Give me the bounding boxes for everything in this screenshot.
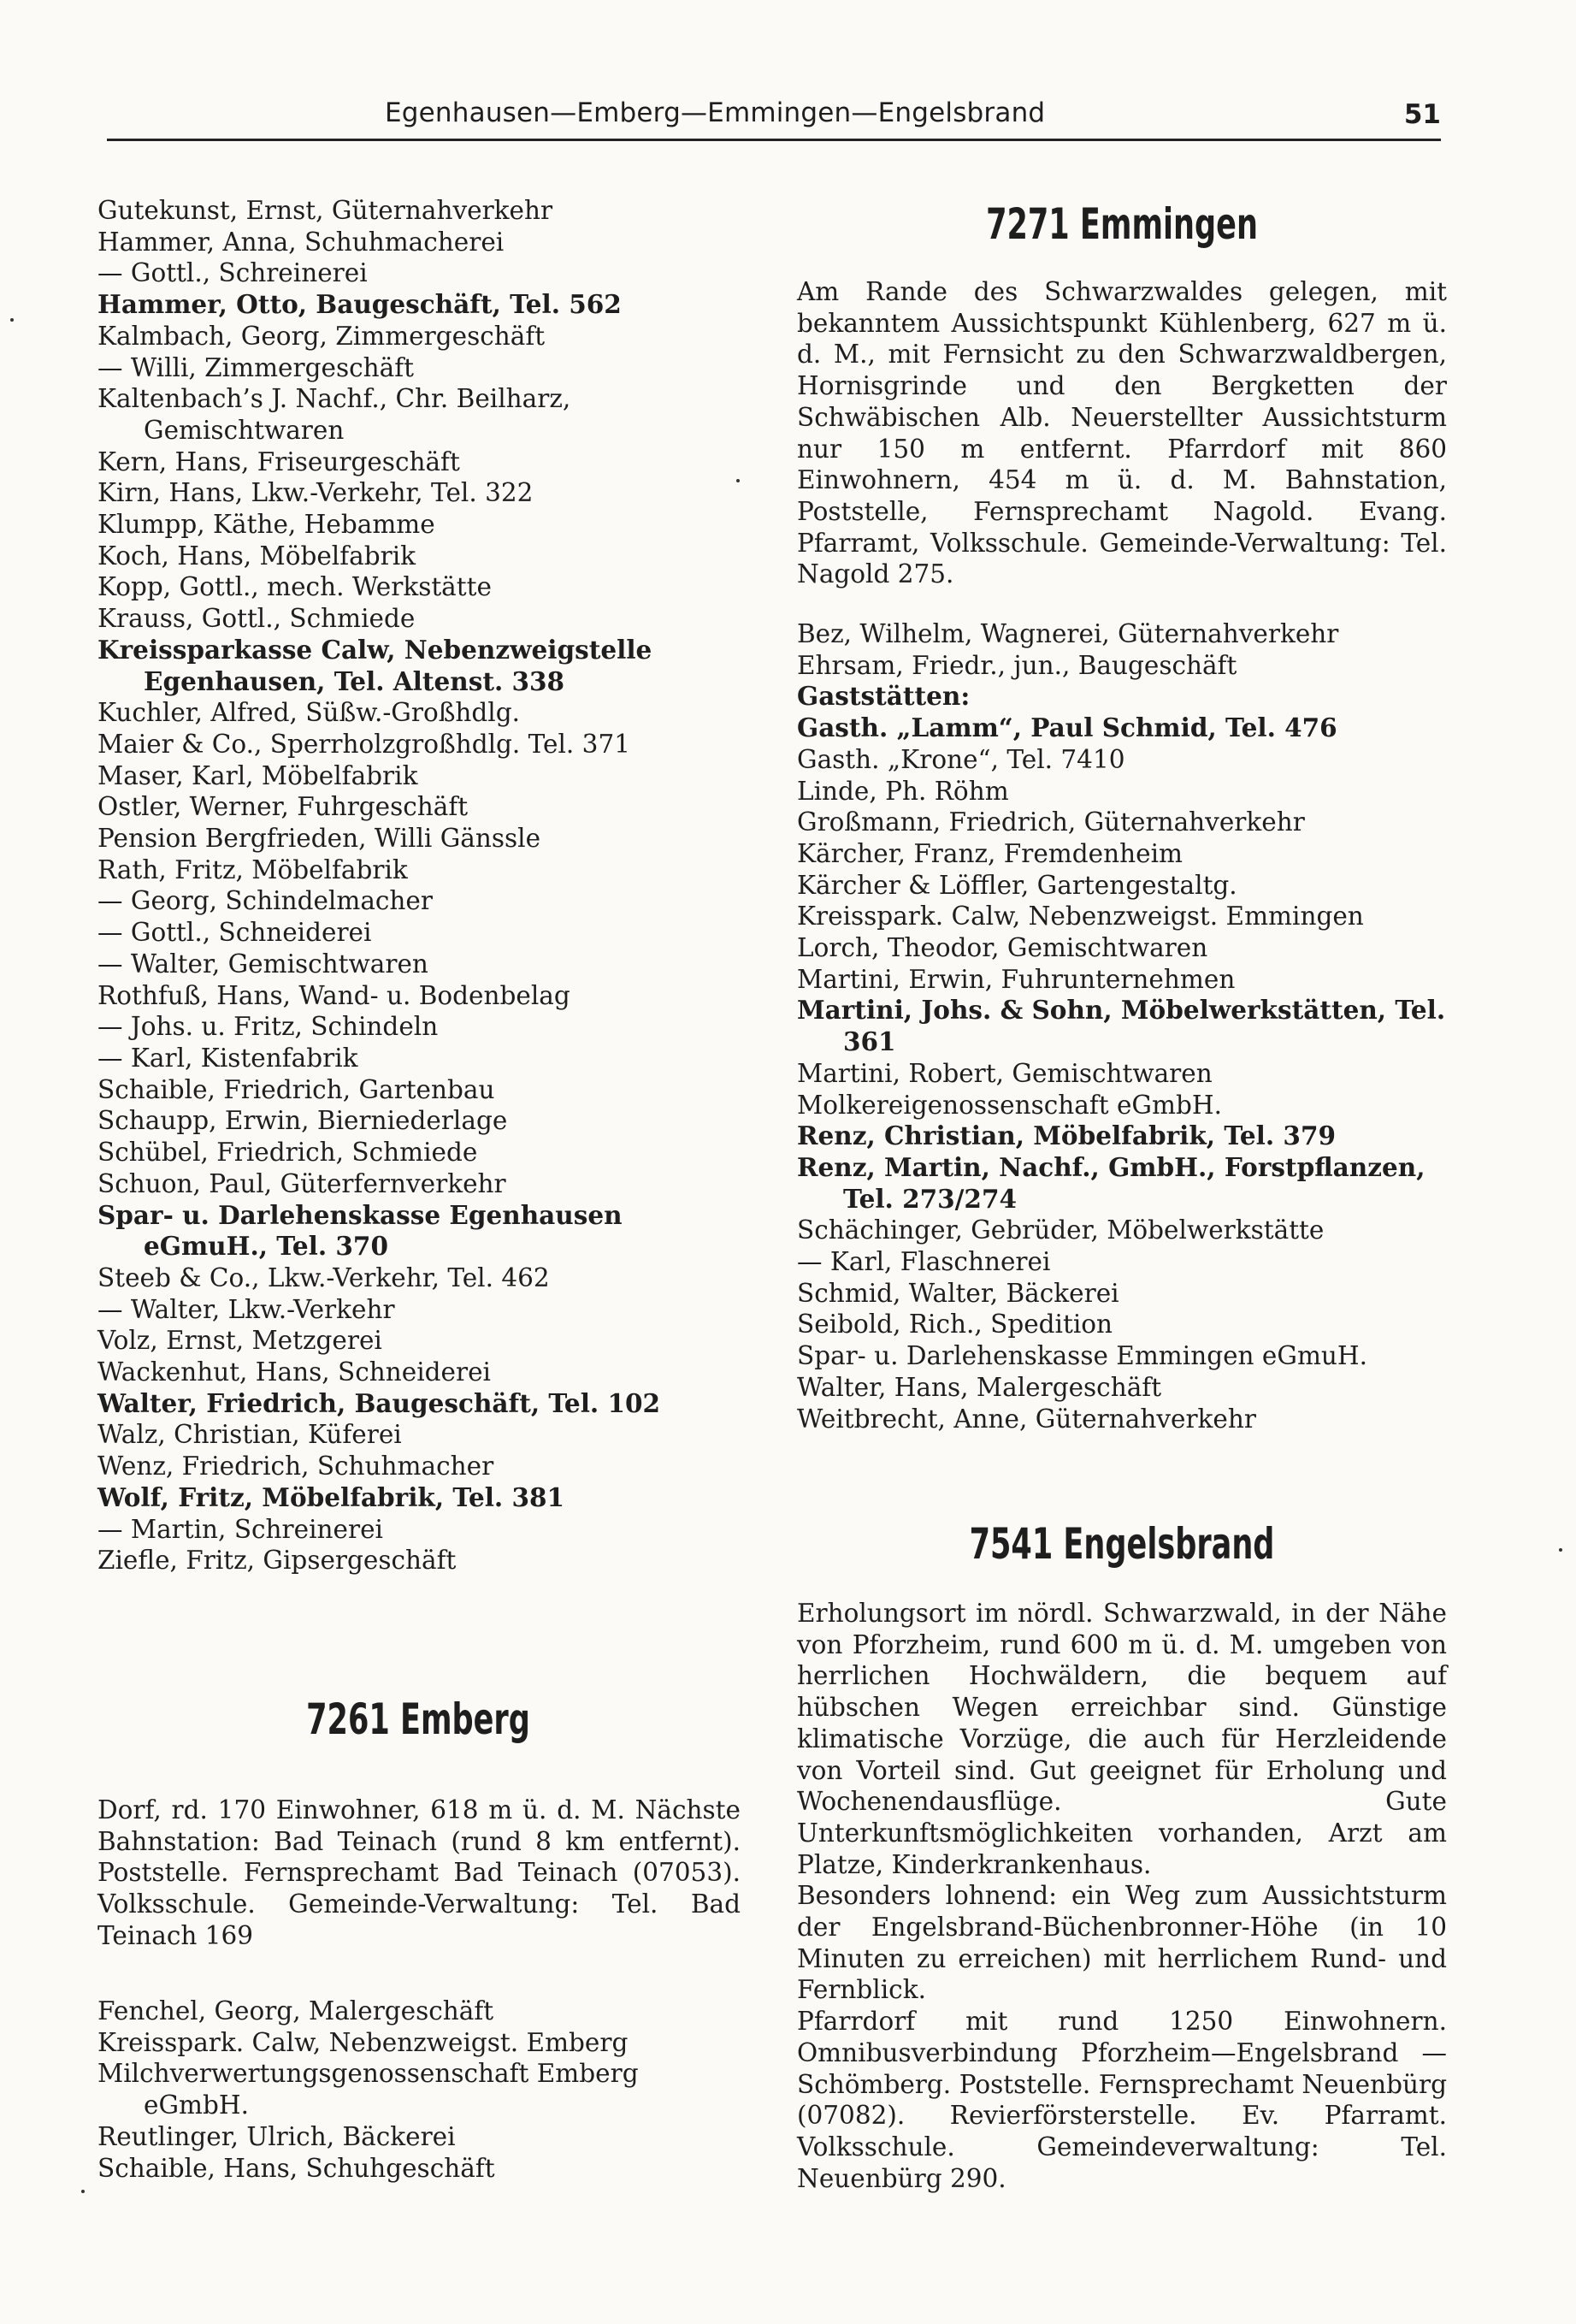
directory-entry: Kern, Hans, Friseurgeschäft xyxy=(97,446,460,476)
header-title: Egenhausen—Emberg—Emmingen—Engelsbrand xyxy=(385,98,1046,128)
engelsbrand-paragraph-3: Pfarrdorf mit rund 1250 Einwohnern. Omnibusverbindung Pforzheim—Engelsbrand —Schömberg. Poststelle. Fernsprechamt Neuenbürg (07082). Revierförsterstelle. Ev. Pfarramt. Volksschule. Gemeindeverwaltung: Tel. Neuenbürg 290. xyxy=(797,2007,1447,2193)
emmingen-directory-list xyxy=(797,618,1447,1434)
directory-entry: Pension Bergfrieden, Willi Gänssle xyxy=(97,824,541,854)
directory-entry: Schächinger, Gebrüder, Möbelwerkstätte xyxy=(797,1215,1325,1245)
directory-entry: — Willi, Zimmergeschäft xyxy=(97,352,414,382)
running-header xyxy=(107,96,1441,141)
directory-entry: Fenchel, Georg, Malergeschäft xyxy=(97,1996,494,2025)
engelsbrand-section-title-wrap xyxy=(797,1518,1447,1570)
emmingen-section-title-wrap xyxy=(797,198,1447,250)
emberg-description: Dorf, rd. 170 Einwohner, 618 m ü. d. M. Nächste Bahnstation: Bad Teinach (rund 8 km entfernt). Poststelle. Fernsprechamt Bad Teinach (07053). Volksschule. Gemeinde-Verwaltung: Tel. Bad Teinach 169 xyxy=(97,1795,741,1950)
directory-entry: Schaible, Hans, Schuhgeschäft xyxy=(97,2153,495,2183)
directory-entry: Seibold, Rich., Spedition xyxy=(797,1310,1113,1339)
directory-entry: Lorch, Theodor, Gemischtwaren xyxy=(797,933,1208,963)
scan-speck xyxy=(81,2190,85,2193)
directory-entry: Spar- u. Darlehenskasse Emmingen eGmuH. xyxy=(797,1341,1368,1371)
directory-entry: Renz, Martin, Nachf., GmbH., Forstpflanzen, Tel. 273/274 xyxy=(797,1151,1425,1214)
directory-entry: Ehrsam, Friedr., jun., Baugeschäft xyxy=(797,650,1237,680)
directory-entry: Milchverwertungsgenossenschaft Emberg eGmbH. xyxy=(97,2059,639,2120)
directory-entry: Martini, Erwin, Fuhrunternehmen xyxy=(797,964,1236,994)
directory-entry: Ziefle, Fritz, Gipsergeschäft xyxy=(97,1546,457,1576)
engelsbrand-description-wrap xyxy=(797,1598,1447,2194)
directory-entry: Spar- u. Darlehenskasse Egenhausen eGmuH., Tel. 370 xyxy=(97,1199,623,1262)
directory-entry: Kärcher & Löffler, Gartengestaltg. xyxy=(797,870,1237,900)
directory-entry: Kreisspark. Calw, Nebenzweigst. Emberg xyxy=(97,2027,629,2057)
egenhausen-directory-list xyxy=(97,195,739,1576)
directory-entry: Steeb & Co., Lkw.-Verkehr, Tel. 462 xyxy=(97,1263,550,1292)
directory-entry: Schmid, Walter, Bäckerei xyxy=(797,1278,1119,1308)
directory-entry: Reutlinger, Ulrich, Bäckerei xyxy=(97,2121,456,2151)
egenhausen-entries xyxy=(97,195,739,1576)
emmingen-description-wrap xyxy=(797,276,1447,590)
directory-entry: Rothfuß, Hans, Wand- u. Bodenbelag xyxy=(97,980,570,1010)
directory-entry: — Martin, Schreinerei xyxy=(97,1514,383,1544)
scan-speck xyxy=(10,318,14,322)
directory-entry: — Gottl., Schreinerei xyxy=(97,258,368,288)
scan-speck xyxy=(1559,1548,1562,1552)
directory-entry: Walter, Friedrich, Baugeschäft, Tel. 102 xyxy=(97,1387,661,1418)
emmingen-entries xyxy=(797,618,1447,1434)
scan-speck xyxy=(736,479,740,482)
engelsbrand-section-title: 7541 Engelsbrand xyxy=(969,1519,1275,1569)
directory-entry: Schuon, Paul, Güterfernverkehr xyxy=(97,1168,506,1198)
emberg-section-title-wrap xyxy=(97,1694,739,1745)
emberg-entries xyxy=(97,1996,739,2184)
directory-entry: Bez, Wilhelm, Wagnerei, Güternahverkehr xyxy=(797,619,1339,648)
directory-entry: Rath, Fritz, Möbelfabrik xyxy=(97,854,408,884)
emberg-directory-list xyxy=(97,1996,739,2184)
directory-entry: Kreisspark. Calw, Nebenzweigst. Emmingen xyxy=(797,902,1364,931)
directory-entry: — Walter, Lkw.-Verkehr xyxy=(97,1294,395,1324)
directory-entry: Schübel, Friedrich, Schmiede xyxy=(97,1138,478,1168)
directory-entry: Gasth. „Lamm“, Paul Schmid, Tel. 476 xyxy=(797,713,1337,743)
directory-entry: Walz, Christian, Küferei xyxy=(97,1420,402,1450)
directory-entry: Kuchler, Alfred, Süßw.-Großhdlg. xyxy=(97,698,520,728)
directory-entry: Krauss, Gottl., Schmiede xyxy=(97,604,416,634)
directory-entry: Gasth. „Krone“, Tel. 7410 xyxy=(797,744,1125,774)
directory-entry: Klumpp, Käthe, Hebamme xyxy=(97,510,435,540)
directory-entry: Martini, Johs. & Sohn, Möbelwerkstätten, Tel. 361 xyxy=(797,995,1446,1057)
directory-entry: Renz, Christian, Möbelfabrik, Tel. 379 xyxy=(797,1121,1337,1151)
directory-entry: Wackenhut, Hans, Schneiderei xyxy=(97,1357,491,1387)
emberg-description-wrap xyxy=(97,1795,741,1952)
emberg-section-title: 7261 Emberg xyxy=(306,1694,530,1744)
directory-entry: Maier & Co., Sperrholzgroßhdlg. Tel. 371 xyxy=(97,729,630,759)
directory-entry: Walter, Hans, Malergeschäft xyxy=(797,1372,1162,1402)
directory-entry: — Walter, Gemischtwaren xyxy=(97,949,428,979)
directory-entry: Maser, Karl, Möbelfabrik xyxy=(97,760,418,790)
directory-entry: — Johs. u. Fritz, Schindeln xyxy=(97,1012,439,1042)
emmingen-section-title: 7271 Emmingen xyxy=(986,199,1258,249)
directory-entry: Volz, Ernst, Metzgerei xyxy=(97,1326,382,1356)
directory-entry: Koch, Hans, Möbelfabrik xyxy=(97,541,416,571)
directory-entry: Kalmbach, Georg, Zimmergeschäft xyxy=(97,321,546,351)
directory-entry: Schaible, Friedrich, Gartenbau xyxy=(97,1074,495,1104)
directory-entry: Schaupp, Erwin, Bierniederlage xyxy=(97,1106,508,1136)
directory-entry: Hammer, Otto, Baugeschäft, Tel. 562 xyxy=(97,289,622,320)
directory-entry: Wenz, Friedrich, Schuhmacher xyxy=(97,1452,494,1481)
directory-entry: — Karl, Flaschnerei xyxy=(797,1247,1051,1277)
directory-entry: Kopp, Gottl., mech. Werkstätte xyxy=(97,572,492,602)
directory-entry: Gutekunst, Ernst, Güternahverkehr xyxy=(97,196,553,225)
directory-entry: Großmann, Friedrich, Güternahverkehr xyxy=(797,807,1305,837)
directory-entry: Kreissparkasse Calw, Nebenzweigstelle Egenhausen, Tel. Altenst. 338 xyxy=(97,634,652,696)
directory-entry: Gaststätten: xyxy=(797,681,971,712)
directory-entry: — Georg, Schindelmacher xyxy=(97,886,433,916)
directory-entry: Kaltenbach’s J. Nachf., Chr. Beilharz, Gemischtwaren xyxy=(97,384,571,445)
directory-entry: Kirn, Hans, Lkw.-Verkehr, Tel. 322 xyxy=(97,478,534,508)
engelsbrand-paragraph-2: Besonders lohnend: ein Weg zum Aussichtsturm der Engelsbrand-Büchenbronner-Höhe (in 10 Minuten zu erreichen) mit herrlichem Rund- und Fernblick. xyxy=(797,1881,1447,2005)
directory-entry: Weitbrecht, Anne, Güternahverkehr xyxy=(797,1404,1256,1434)
directory-entry: Molkereigenossenschaft eGmbH. xyxy=(797,1090,1222,1120)
directory-entry: — Gottl., Schneiderei xyxy=(97,918,372,948)
directory-entry: Hammer, Anna, Schuhmacherei xyxy=(97,227,505,257)
emmingen-description: Am Rande des Schwarzwaldes gelegen, mit bekanntem Aussichtspunkt Kühlenberg, 627 m ü. d. M., mit Fernsicht zu den Schwarzwaldbergen, Hornisgrinde und den Bergketten der Schwäbischen Alb. Neuerstellter Aussichtsturm nur 150 m entfernt. Pfarrdorf mit 860 Einwohnern, 454 m ü. d. M. Bahnstation, Poststelle, Fernsprechamt Nagold. Evang. Pfarramt, Volksschule. Gemeinde-Verwaltung: Tel. Nagold 275. xyxy=(797,277,1447,589)
directory-entry: — Karl, Kistenfabrik xyxy=(97,1043,358,1073)
page-number: 51 xyxy=(1403,99,1441,130)
directory-entry: Linde, Ph. Röhm xyxy=(797,776,1009,806)
engelsbrand-paragraph-1: Erholungsort im nördl. Schwarzwald, in der Nähe von Pforzheim, rund 600 m ü. d. M. umgeben von herrlichen Hochwäldern, die bequem auf hübschen Wegen erreichbar sind. Günstige klimatische Vorzüge, die auch für Herzleidende von Vorteil sind. Gut geeignet für Erholung und Wochenendausflüge. Gute Unterkunftsmöglichkeiten vorhanden, Arzt am Platze, Kinderkrankenhaus. xyxy=(797,1599,1447,1879)
directory-entry: Ostler, Werner, Fuhrgeschäft xyxy=(97,792,469,822)
directory-entry: Martini, Robert, Gemischtwaren xyxy=(797,1058,1213,1088)
directory-entry: Kärcher, Franz, Fremdenheim xyxy=(797,838,1183,868)
directory-entry: Wolf, Fritz, Möbelfabrik, Tel. 381 xyxy=(97,1481,565,1512)
